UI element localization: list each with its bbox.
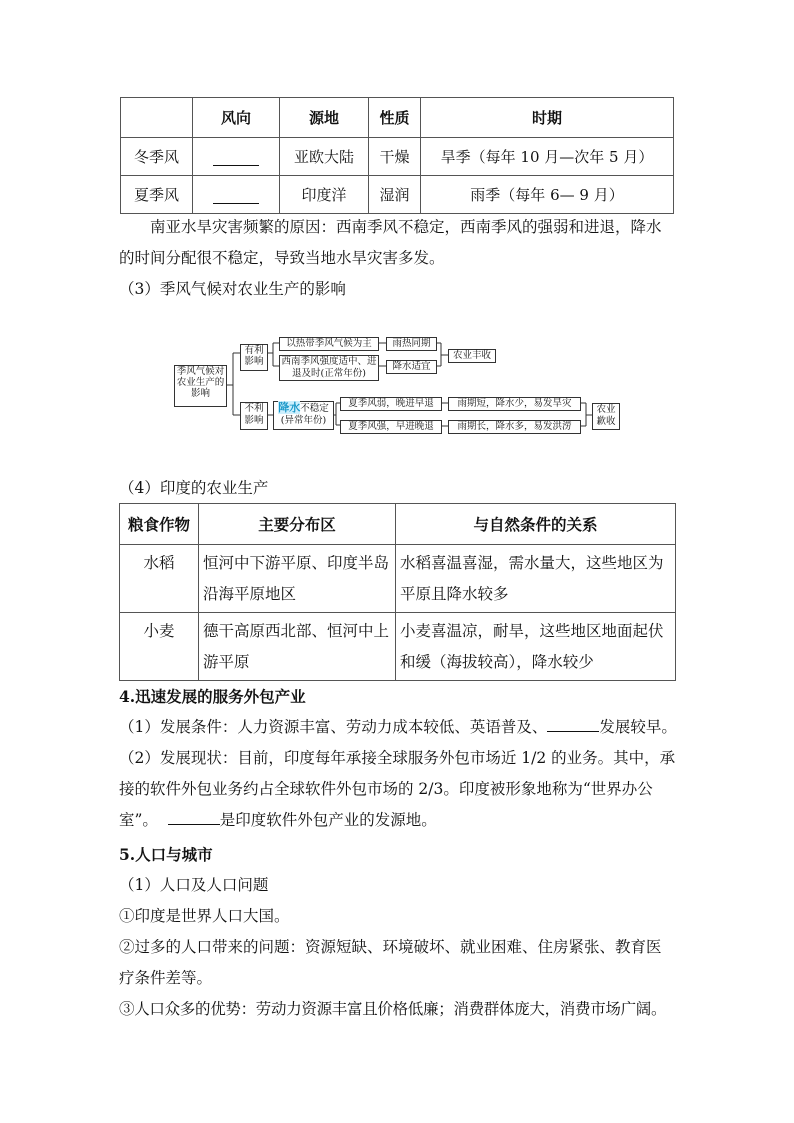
source: 印度洋 [280, 176, 369, 214]
unfavorable-node: 不利影响 [240, 402, 268, 430]
heading-4: （4）印度的农业生产 [119, 479, 269, 497]
table-header: 主要分布区 [199, 504, 396, 545]
service-status-tail: 是印度软件外包产业的发源地。 [219, 811, 437, 829]
wind-direction-blank [193, 138, 280, 176]
service-condition-tail: 发展较早。 [599, 718, 677, 736]
unfavorable-cause-note: (异常年份) [280, 415, 327, 426]
monsoon-table [120, 97, 674, 214]
service-status-text: （2）发展现状：目前，印度每年承接全球服务外包市场近 1/2 的业务。其中，承接的软件外包业务约占全球软件外包市场的 2/3。印度被形象地称为“世界办公室”。 [119, 749, 676, 829]
nature: 干燥 [369, 138, 421, 176]
table-header: 性质 [369, 98, 421, 138]
service-condition [119, 712, 679, 743]
population-point-1: ①印度是世界人口大国。 [119, 907, 290, 925]
table-header: 粮食作物 [120, 504, 199, 545]
weak-monsoon-node: 夏季风弱，晚进早退 [340, 397, 442, 411]
agriculture-impact-diagram [160, 325, 630, 445]
crop-table [119, 503, 676, 681]
favorable-cause-2: 西南季风强度适中、进退及时(正常年份) [279, 355, 379, 381]
season-name: 冬季风 [121, 138, 193, 176]
table-header: 与自然条件的关系 [396, 504, 676, 545]
crop-relation: 小麦喜温凉，耐旱，这些地区地面起伏和缓（海拔较高），降水较少 [396, 613, 676, 681]
wind-direction-blank [193, 176, 280, 214]
table-header: 风向 [193, 98, 280, 138]
unfavorable-cause-text: 不稳定 [300, 403, 329, 414]
crop-name: 水稻 [120, 545, 199, 613]
table-row [120, 613, 676, 681]
root-node: 季风气候对农业生产的影响 [174, 365, 227, 407]
strong-monsoon-node: 夏季风强，早进晚退 [340, 420, 442, 434]
table-row [121, 176, 674, 214]
favorable-cause-1: 以热带季风气候为主 [279, 337, 379, 351]
nature: 湿润 [369, 176, 421, 214]
service-status [119, 743, 676, 836]
heading-3: （3）季风气候对农业生产的影响 [119, 280, 346, 298]
table-header: 源地 [280, 98, 369, 138]
favorable-effect-1: 雨热同期 [386, 337, 437, 351]
table-row [121, 138, 674, 176]
answer-blank [168, 808, 220, 825]
crop-name: 小麦 [120, 613, 199, 681]
period: 旱季（每年 10 月—次年 5 月） [421, 138, 674, 176]
favorable-effect-2: 降水适宜 [386, 360, 437, 374]
population-point-2: ②过多的人口带来的问题：资源短缺、环境破坏、就业困难、住房紧张、教育医疗条件差等。 [119, 938, 662, 987]
crop-relation: 水稻喜温喜湿，需水量大，这些地区为平原且降水较多 [396, 545, 676, 613]
period: 雨季（每年 6— 9 月） [421, 176, 674, 214]
drought-paragraph: 南亚水旱灾害频繁的原因：西南季风不稳定，西南季风的强弱和进退，降水的时间分配很不稳定，导致当地水旱灾害多发。 [119, 218, 662, 267]
drought-effect-node: 雨期短，降水少，易发旱灾 [448, 397, 581, 411]
crop-area: 德干高原西北部、恒河中上游平原 [199, 613, 396, 681]
flood-effect-node: 雨期长，降水多，易发洪涝 [448, 420, 581, 434]
source: 亚欧大陆 [280, 138, 369, 176]
population-heading: （1）人口及人口问题 [119, 876, 269, 894]
population-point-3: ③人口众多的优势：劳动力资源丰富且价格低廉；消费群体庞大，消费市场广阔。 [119, 1000, 667, 1018]
unfavorable-result: 农业歉收 [592, 403, 620, 430]
season-name: 夏季风 [121, 176, 193, 214]
section-4-title: 4.迅速发展的服务外包产业 [119, 687, 306, 706]
table-header [121, 98, 193, 138]
section-5-title: 5.人口与城市 [119, 845, 213, 864]
favorable-result: 农业丰收 [448, 349, 496, 363]
unfavorable-cause [273, 401, 334, 430]
rainfall-highlight: 降水 [278, 401, 301, 414]
table-header: 时期 [421, 98, 674, 138]
favorable-node: 有利影响 [240, 344, 268, 371]
table-row [120, 545, 676, 613]
service-condition-text: （1）发展条件：人力资源丰富、劳动力成本较低、英语普及、 [119, 718, 548, 736]
answer-blank [547, 715, 599, 732]
crop-area: 恒河中下游平原、印度半岛沿海平原地区 [199, 545, 396, 613]
